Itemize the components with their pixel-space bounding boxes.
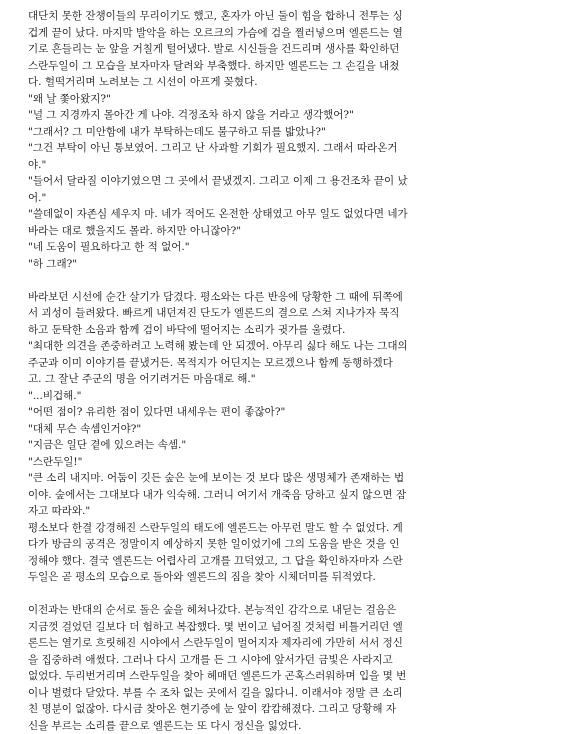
text-line: "어떤 점이? 유리한 점이 있다면 내세우는 편이 좋잖아?"	[28, 404, 547, 421]
text-line: 바라보던 시선에 순간 살기가 담겼다. 평소와는 다른 반응에 당황한 그 때에 뒤쪽에	[28, 289, 547, 306]
text-line: "최대한 의견을 존중하려고 노력해 봤는데 안 되겠어. 아무리 싫다 해도 나는 그대의	[28, 338, 547, 355]
text-line: 바라는 대로 했을지도 몰라. 하지만 아니잖아?"	[28, 223, 547, 240]
text-line: "들어서 달라질 이야기였으면 그 곳에서 끝냈겠지. 그리고 이제 그 용건조차 끝이 났	[28, 173, 547, 190]
text-line: "왜 날 쫓아왔지?"	[28, 91, 547, 108]
paragraph-1	[28, 8, 547, 272]
text-line: 신을 부르는 소리를 끝으로 엘론드는 또 다시 정신을 잃었다.	[28, 718, 547, 734]
text-line: "...비겁해."	[28, 388, 547, 405]
text-line: 야."	[28, 157, 547, 174]
text-line: 론드는 열기로 흐릿해진 시야에서 스란두일이 멀어지자 제자리에 가만히 서서 정신	[28, 635, 547, 652]
paragraph-gap	[28, 586, 547, 603]
text-line: 친 명분이 없잖아. 다시금 찾아온 현기증에 눈 앞이 캄캄해졌다. 그리고 당황해 자	[28, 701, 547, 718]
text-line: 다. 헐떡거리며 노려보는 그 시선이 아프게 꽂혔다.	[28, 74, 547, 91]
text-line: 스란두일이 그 모습을 보자마자 달려와 부축했다. 하지만 엘론드는 그 손길을 내쳤	[28, 58, 547, 75]
paragraph-2	[28, 289, 547, 586]
text-line: 자고 따라와."	[28, 503, 547, 520]
text-line: 을 집중하려 애썼다. 그러나 다시 고개를 든 그 시야에 앞서가던 금빛은 사라지고	[28, 652, 547, 669]
text-line: 기로 흔들리는 눈 앞을 거칠게 털어냈다. 발로 시신들을 건드리며 생사를 확인하던	[28, 41, 547, 58]
text-line: 지금껏 걸었던 길보다 더 험하고 복잡했다. 몇 번이고 넘어질 것처럼 비틀거리던 엘	[28, 619, 547, 636]
text-line: 평소보다 한결 강경해진 스란두일의 태도에 엘론드는 아무런 말도 할 수 없었다. 게	[28, 520, 547, 537]
text-line: 두일은 곧 평소의 모습으로 돌아와 엘론드의 짐을 찾아 시체더미를 뒤적였다.	[28, 569, 547, 586]
text-line: "대체 무슨 속셈인거야?"	[28, 421, 547, 438]
text-line: 겁게 끝이 났다. 마지막 발악을 하는 오르크의 가슴에 검을 찔러넣으며 엘론드는 열	[28, 25, 547, 42]
text-line: "큰 소리 내지마. 어둠이 깃든 숲은 눈에 보이는 것 보다 많은 생명체가 존재하는 법	[28, 470, 547, 487]
text-line: 주군과 이미 이야기를 끝냈거든. 목적지가 어딘지는 모르겠으나 함께 동행하겠다	[28, 355, 547, 372]
text-line: "하 그래?"	[28, 256, 547, 273]
text-line: 고. 그 잘난 주군의 명을 어기려거든 마음대로 해."	[28, 371, 547, 388]
text-line: 이야. 숲에서는 그대보다 내가 익숙해. 그러니 여기서 개죽음 당하고 싶지 않으면 잠	[28, 487, 547, 504]
text-line: 정해야 했다. 결국 엘론드는 어렵사리 고개를 끄덕였고, 그 답을 확인하자마자 스란	[28, 553, 547, 570]
paragraph-3	[28, 602, 547, 734]
text-line: 다가 방금의 공격은 정말이지 예상하지 못한 일이었기에 그의 도움을 받은 것을 인	[28, 536, 547, 553]
text-line: "그건 부탁이 아닌 통보였어. 그리고 난 사과할 기회가 필요했지. 그래서 따라온거	[28, 140, 547, 157]
text-line: "그래서? 그 미안함에 내가 부탁하는데도 불구하고 뒤를 밟았나?"	[28, 124, 547, 141]
text-line: 어."	[28, 190, 547, 207]
text-line: "지금은 일단 곁에 있으려는 속셈."	[28, 437, 547, 454]
text-line: 서 괴성이 들려왔다. 빠르게 내던져진 단도가 엘론드의 결으로 스쳐 지나가자 묵직	[28, 305, 547, 322]
text-line: "스란두일!"	[28, 454, 547, 471]
text-line: 없었다. 두리번거리며 스란두일을 찾아 헤매던 엘론드가 곤혹스러워하며 입을 몇 번	[28, 668, 547, 685]
text-line: 이전과는 반대의 순서로 돌은 숲을 헤쳐나갔다. 본능적인 감각으로 내딛는 걸음은	[28, 602, 547, 619]
text-line: "널 그 지경까지 몰아간 게 나야. 걱정조차 하지 않을 거라고 생각했어?"	[28, 107, 547, 124]
text-line: 대단치 못한 잔챙이들의 무리이기도 했고, 혼자가 아닌 둘이 힘을 합하니 전투는 싱	[28, 8, 547, 25]
text-line: "네 도움이 필요하다고 한 적 없어."	[28, 239, 547, 256]
text-line: 하고 둔탁한 소음과 함께 검이 바닥에 떨어지는 소리가 귓가를 울렸다.	[28, 322, 547, 339]
text-line: 이나 벌렸다 닫았다. 부를 수 조차 없는 곳에서 길을 잃다니. 이래서야 정말 큰 소리	[28, 685, 547, 702]
text-line: "쓸데없이 자존심 세우지 마. 네가 적어도 온전한 상태였고 아무 일도 없었다면 네가	[28, 206, 547, 223]
paragraph-gap	[28, 272, 547, 289]
